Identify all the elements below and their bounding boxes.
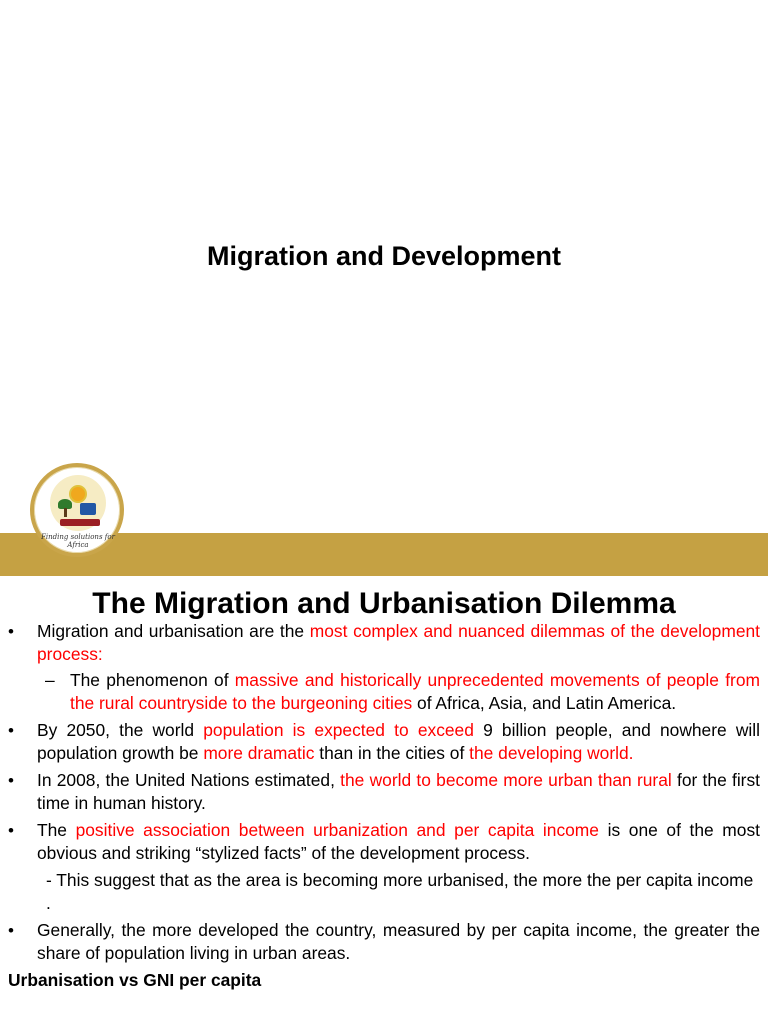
bullet-text: Generally, the more developed the country, measured by per capita income, the greater the share of population living in urban areas. <box>37 920 760 963</box>
sub-bullet-item <box>0 669 768 715</box>
sun-icon <box>69 485 87 503</box>
bullet-highlight: the world to become more urban than rural <box>340 770 672 790</box>
bullet-text: The <box>37 820 76 840</box>
bullet-highlight: most complex and nuanced dilemmas of the development process: <box>37 621 760 664</box>
university-logo <box>30 463 124 557</box>
bullet-icon: • <box>8 771 14 790</box>
sub-bullet-text-end: of Africa, Asia, and Latin America. <box>412 693 677 713</box>
slide-title: Migration and Development <box>206 241 562 271</box>
bullet-text-mid: than in the cities of <box>314 743 470 763</box>
bullet-item <box>0 819 768 865</box>
bullet-icon: • <box>8 622 14 641</box>
sub-bullet-highlight: massive and historically unprecedented movements of people from the rural countryside to the burgeoning cities <box>70 670 760 713</box>
banner-icon <box>60 519 100 526</box>
bullet-text-end: is one of the most obvious and striking “stylized facts” of the development process. <box>37 820 760 863</box>
bullet-highlight: population is expected to exceed <box>203 720 474 740</box>
bullet-item <box>0 919 768 965</box>
slide-heading: The Migration and Urbanisation Dilemma <box>92 587 676 620</box>
bullet-text-end: for the first time in human history. <box>37 770 760 813</box>
bullet-icon: • <box>8 821 14 840</box>
bullet-highlight: more dramatic <box>203 743 315 763</box>
bullet-item <box>0 769 768 815</box>
slide-body <box>0 620 768 992</box>
bullet-item <box>0 620 768 666</box>
logo-emblem <box>50 475 106 531</box>
bullet-text: Migration and urbanisation are the <box>37 621 310 641</box>
book-icon <box>80 503 96 515</box>
tree-trunk-icon <box>64 508 67 517</box>
bullet-text: By 2050, the world <box>37 720 204 740</box>
bullet-text: In 2008, the United Nations estimated, <box>37 770 341 790</box>
sub-bullet-text: The phenomenon of <box>70 670 235 690</box>
bullet-highlight: the developing world. <box>469 743 634 763</box>
section-heading: Urbanisation vs GNI per capita <box>8 970 262 990</box>
bullet-icon: • <box>8 921 14 940</box>
bullet-item <box>0 719 768 765</box>
bullet-highlight: positive association between urbanization and per capita income <box>75 820 599 840</box>
note-text: - This suggest that as the area is becoming more urbanised, the more the per capita income . <box>46 870 754 913</box>
logo-tagline: Finding solutions for Africa <box>41 533 115 549</box>
bullet-icon: • <box>8 721 14 740</box>
content-slide <box>0 576 768 1024</box>
dash-icon: – <box>45 670 55 690</box>
bullet-text-mid: 9 billion people, and nowhere will population growth be <box>37 720 761 763</box>
